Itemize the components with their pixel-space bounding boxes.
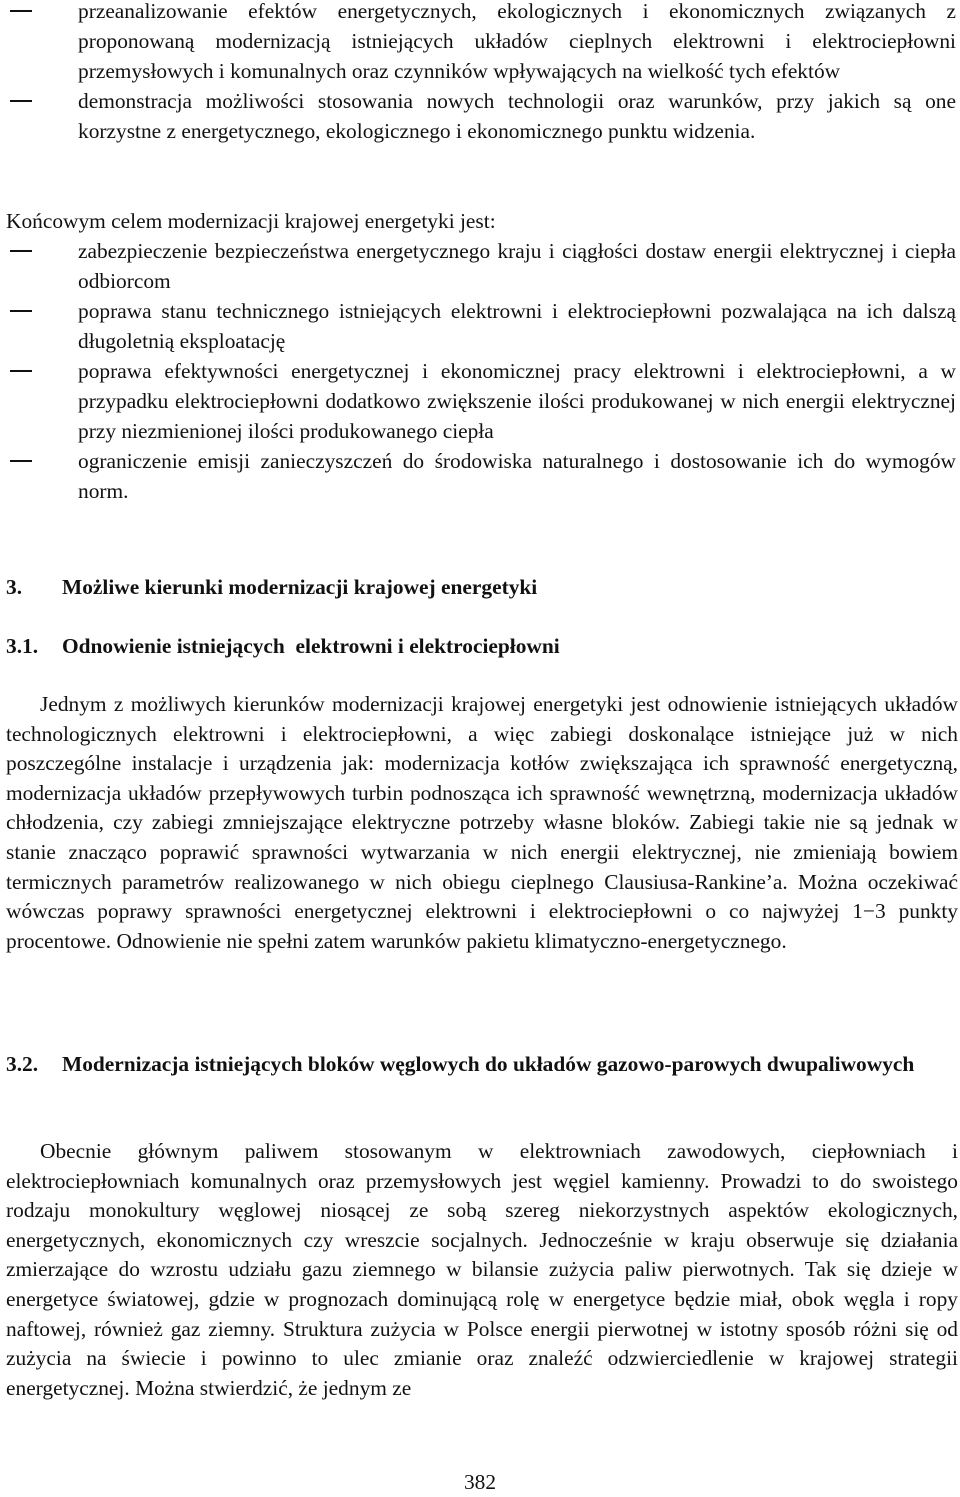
- list-item-text: poprawa efektywności energetycznej i ekonomicznej pracy elektrowni i elektrociepłowni, a w przypadku elektrociepłowni dodatkowo zwiększenie ilości produkowanej w nich energii elektrycznej przy niezmienionej ilości produkowanego ciepła: [78, 359, 956, 443]
- section-heading-3-1: [6, 631, 958, 661]
- section-title: Możliwe kierunki modernizacji krajowej energetyki: [62, 575, 538, 599]
- dash-bullet-icon: [10, 10, 32, 12]
- list-item: [0, 296, 958, 356]
- list-item: [0, 0, 958, 86]
- section-heading-3: [6, 572, 958, 602]
- dash-bullet-icon: [10, 310, 32, 312]
- paragraph-renovation: Jednym z możliwych kierunków modernizacji krajowej energetyki jest odnowienie istniejących układów technologicznych elektrowni i elektrociepłowni, a więc zabiegi doskonalące istniejące już w nich poszczególne instalacje i urządzenia jak: modernizacja kotłów zwiększająca ich sprawność energetyczną, modernizacja układów przepływowych turbin podnosząca ich sprawność wewnętrzną, modernizacja układów chłodzenia, czy zabiegi zmniejszające elektryczne potrzeby własne bloków. Zabiegi takie nie są jednak w stanie znacząco poprawić sprawności wytwarzania w nich energii elektrycznej, nie zmieniają bowiem termicznych parametrów realizowanego w nich obiegu cieplnego Clausiusa-Rankine’a. Można oczekiwać wówczas poprawy sprawności energetycznej elektrowni i elektrociepłowni o co najwyżej 1−3 punkty procentowe. Odnowienie nie spełni zatem warunków pakietu klimatyczno-energetycznego.: [6, 692, 958, 953]
- section-number: 3.2.: [6, 1052, 39, 1076]
- list-item-text: poprawa stanu technicznego istniejących elektrowni i elektrociepłowni pozwalająca na ich dalszą długoletnią eksploatację: [78, 299, 956, 353]
- goals-list: [0, 236, 958, 506]
- list-item-text: przeanalizowanie efektów energetycznych, ekologicznych i ekonomicznych związanych z proponowaną modernizacją istniejących układów cieplnych elektrowni i elektrociepłowni przemysłowych i komunalnych oraz czynników wpływających na wielkość tych efektów: [78, 0, 956, 83]
- list-item: [0, 446, 958, 506]
- list-item-text: demonstracja możliwości stosowania nowych technologii oraz warunków, przy jakich są one korzystne z energetycznego, ekologicznego i ekonomicznego punktu widzenia.: [78, 89, 956, 143]
- list-item-text: zabezpieczenie bezpieczeństwa energetycznego kraju i ciągłości dostaw energii elektrycznej i ciepła odbiorcom: [78, 239, 956, 293]
- list-item: [0, 86, 958, 146]
- section-heading-3-2: [6, 1049, 958, 1079]
- dash-bullet-icon: [10, 100, 32, 102]
- list-item: [0, 236, 958, 296]
- objectives-list: [0, 0, 958, 146]
- page-number: 382: [463, 1470, 497, 1494]
- section-title: Modernizacja istniejących bloków węglowych do układów gazowo-parowych dwupaliwowych: [62, 1052, 915, 1076]
- section-number: 3.: [6, 575, 23, 599]
- section-title: Odnowienie istniejących elektrowni i elektrociepłowni: [62, 634, 560, 658]
- dash-bullet-icon: [10, 460, 32, 462]
- paragraph-gas-steam: Obecnie głównym paliwem stosowanym w elektrowniach zawodowych, ciepłowniach i elektrociepłowniach komunalnych oraz przemysłowych jest węgiel kamienny. Prowadzi to do swoistego rodzaju monokultury węglowej niosącej ze sobą szereg niekorzystnych aspektów ekologicznych, energetycznych, ekonomicznych czy wreszcie socjalnych. Jednocześnie w kraju obserwuje się działania zmierzające do wzrostu udziału gazu ziemnego w bilansie zużycia paliw pierwotnych. Tak się dzieje w energetyce światowej, gdzie w prognozach dominującą rolę w energetyce będzie miał, obok węgla i ropy naftowej, również gaz ziemny. Struktura zużycia w Polsce energii pierwotnej w istotny sposób różni się od zużycia na świecie i powinno to ulec zmianie oraz znaleźć odzwierciedlenie w krajowej strategii energetycznej. Można stwierdzić, że jednym ze: [6, 1139, 958, 1400]
- goal-intro: Końcowym celem modernizacji krajowej energetyki jest:: [6, 209, 496, 233]
- list-item-text: ograniczenie emisji zanieczyszczeń do środowiska naturalnego i dostosowanie ich do wymogów norm.: [78, 449, 956, 503]
- section-number: 3.1.: [6, 634, 39, 658]
- dash-bullet-icon: [10, 370, 32, 372]
- dash-bullet-icon: [10, 250, 32, 252]
- list-item: [0, 356, 958, 446]
